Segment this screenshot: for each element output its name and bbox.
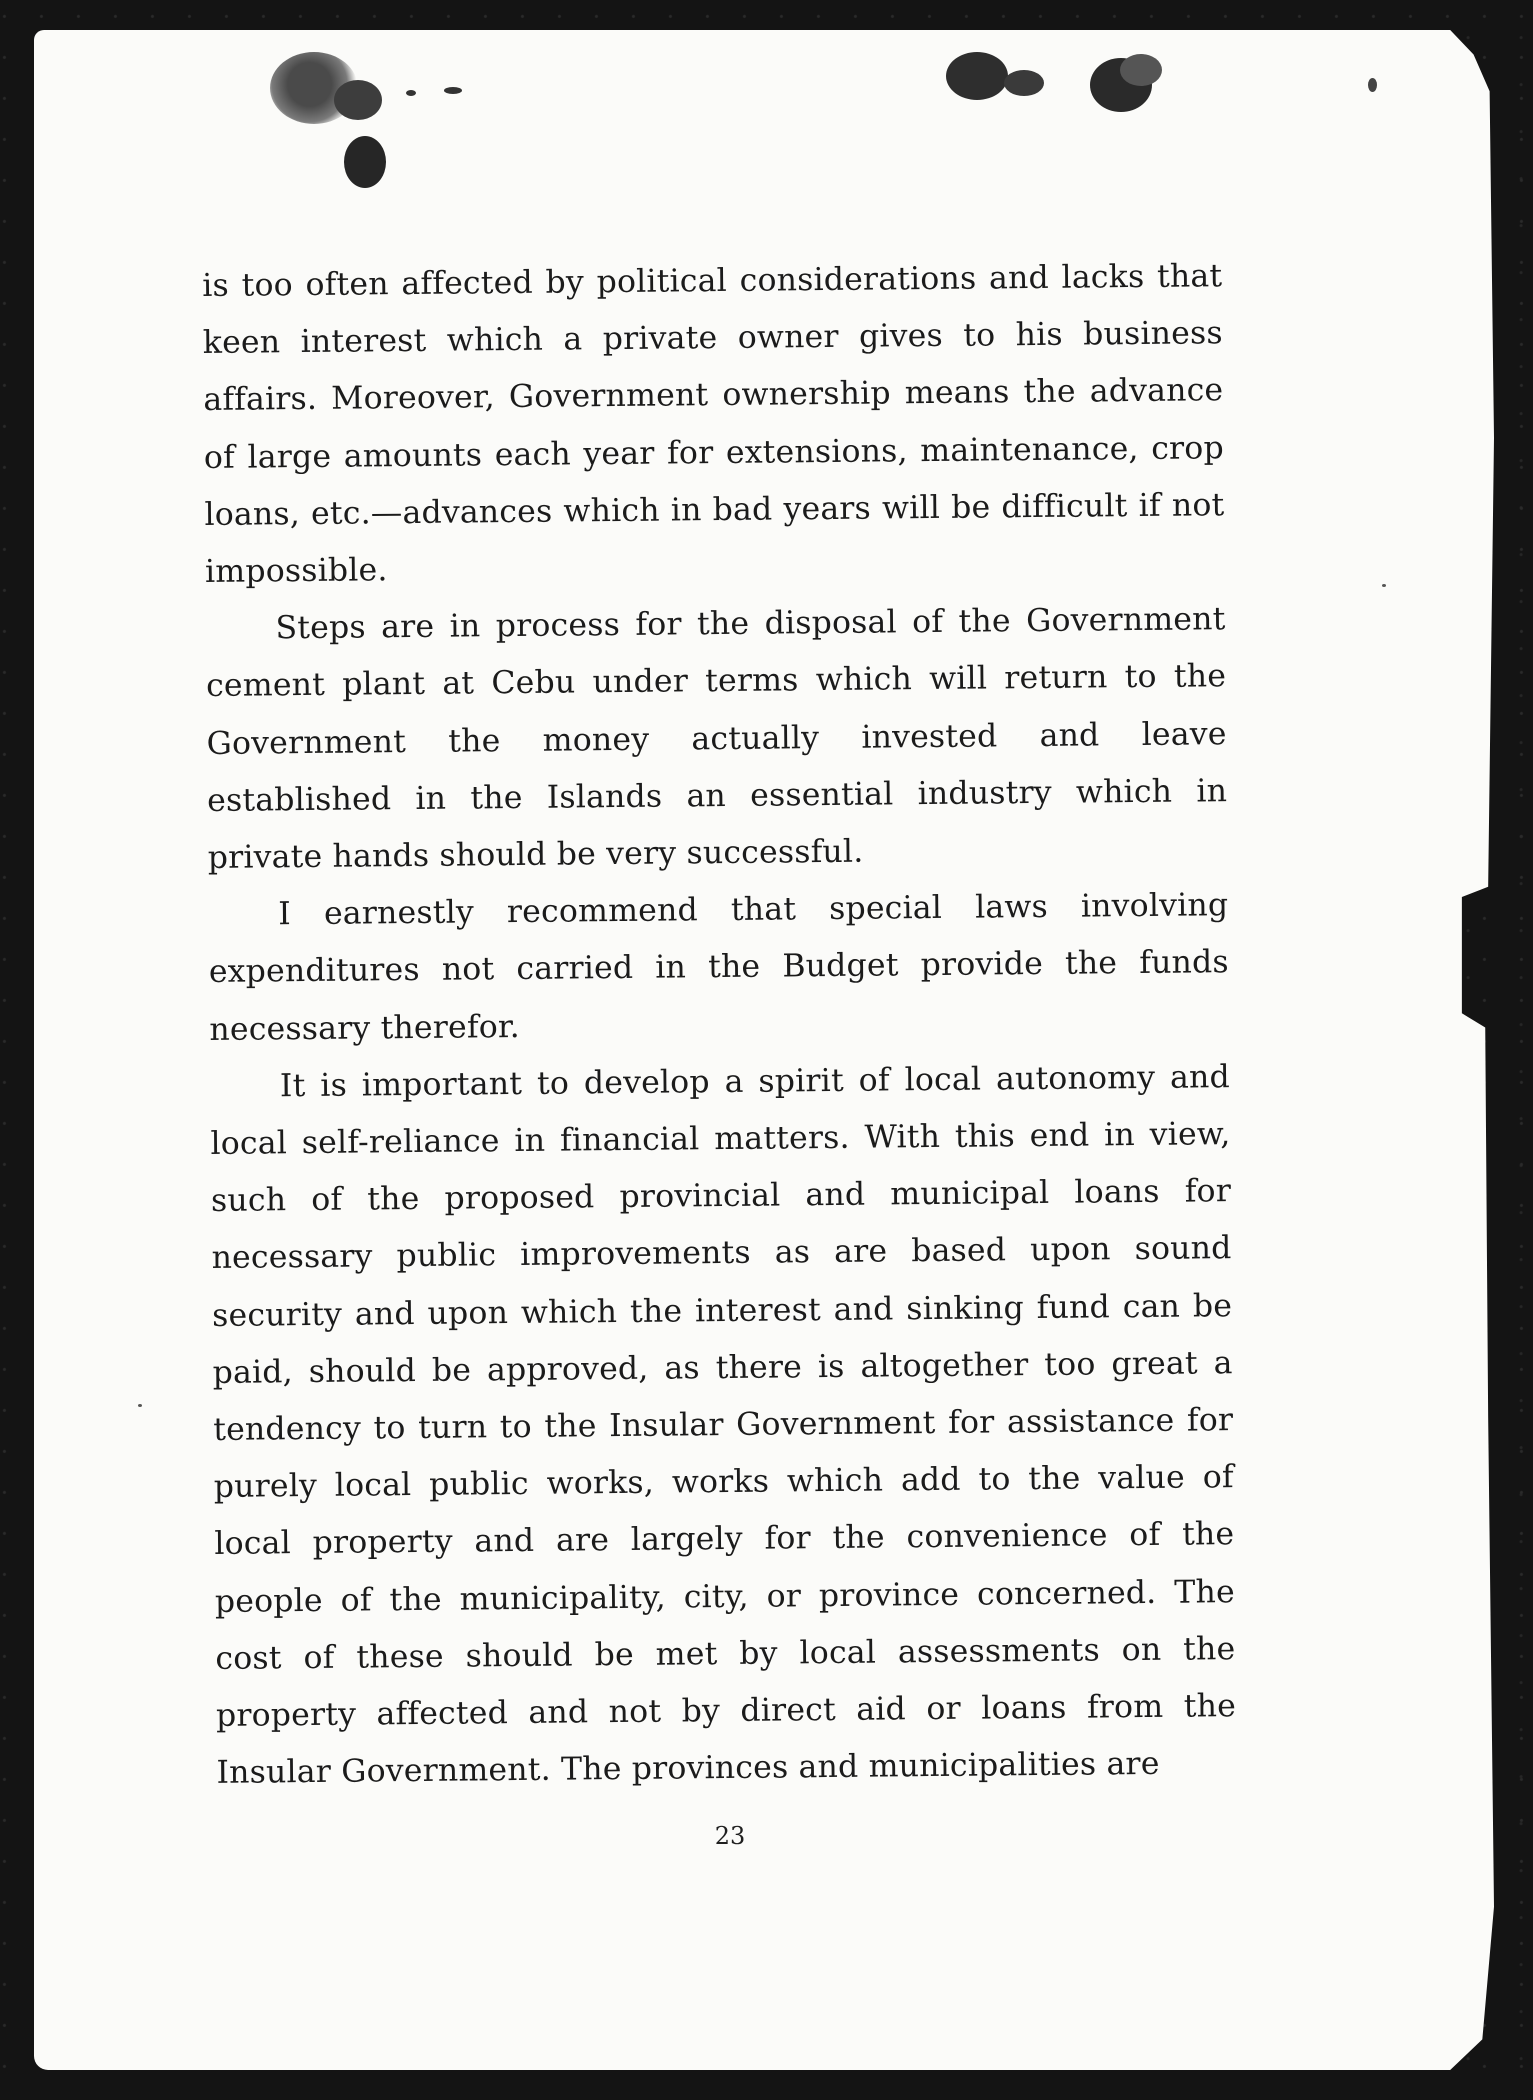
paragraph-1: is too often affected by political considerations and lacks that keen interest which a private owner gives to his business affairs. Moreover, Government ownership means the advance of large amounts each year for extensions, maintenance, crop loans, etc.—advances which in bad years will be difficult if not impossible. [202,258,1225,591]
ink-smudge-top-left-2 [334,80,382,120]
ink-smudge-mark-2 [444,87,462,94]
ink-speck-right [1368,78,1377,92]
ink-blot-top-right-2 [1120,54,1162,86]
ink-blot-top-left-drop [344,136,386,188]
ink-smudge-mark-1 [406,90,416,96]
paragraph-3: I earnestly recommend that special laws involving expenditures not carried in the Budget provide the funds necessary therefor. [208,887,1229,1048]
page-edge-shadow [1504,100,1526,2000]
paragraph-2: Steps are in process for the disposal of the Government cement plant at Cebu under terms which will return to the Government the money actually invested and leave established in the Islands an essential industry which in private hands should be very successful. [205,601,1228,877]
paper-speck [138,1404,142,1407]
document-body [202,248,1237,1802]
ink-blot-top-center [946,52,1008,100]
ink-blot-top-center-2 [1004,70,1044,96]
paragraph-4: It is important to develop a spirit of local autonomy and local self-reliance in financial matters. With this end in view, such of the proposed provincial and municipal loans for necessary public improvements as are based upon sound security and upon which the interest and sinking fund can be paid, should be approved, as there is altogether too great a tendency to turn to the Insular Government for assistance for purely local public works, works which add to the value of local property and are largely for the convenience of the people of the municipality, city, or province concerned. The cost of these should be met by local assessments on the property affected and not by direct aid or loans from the Insular Government. The provinces and municipalities are [210,1059,1237,1792]
paper-speck [1382,584,1386,587]
page-number: 23 [714,1822,746,1850]
